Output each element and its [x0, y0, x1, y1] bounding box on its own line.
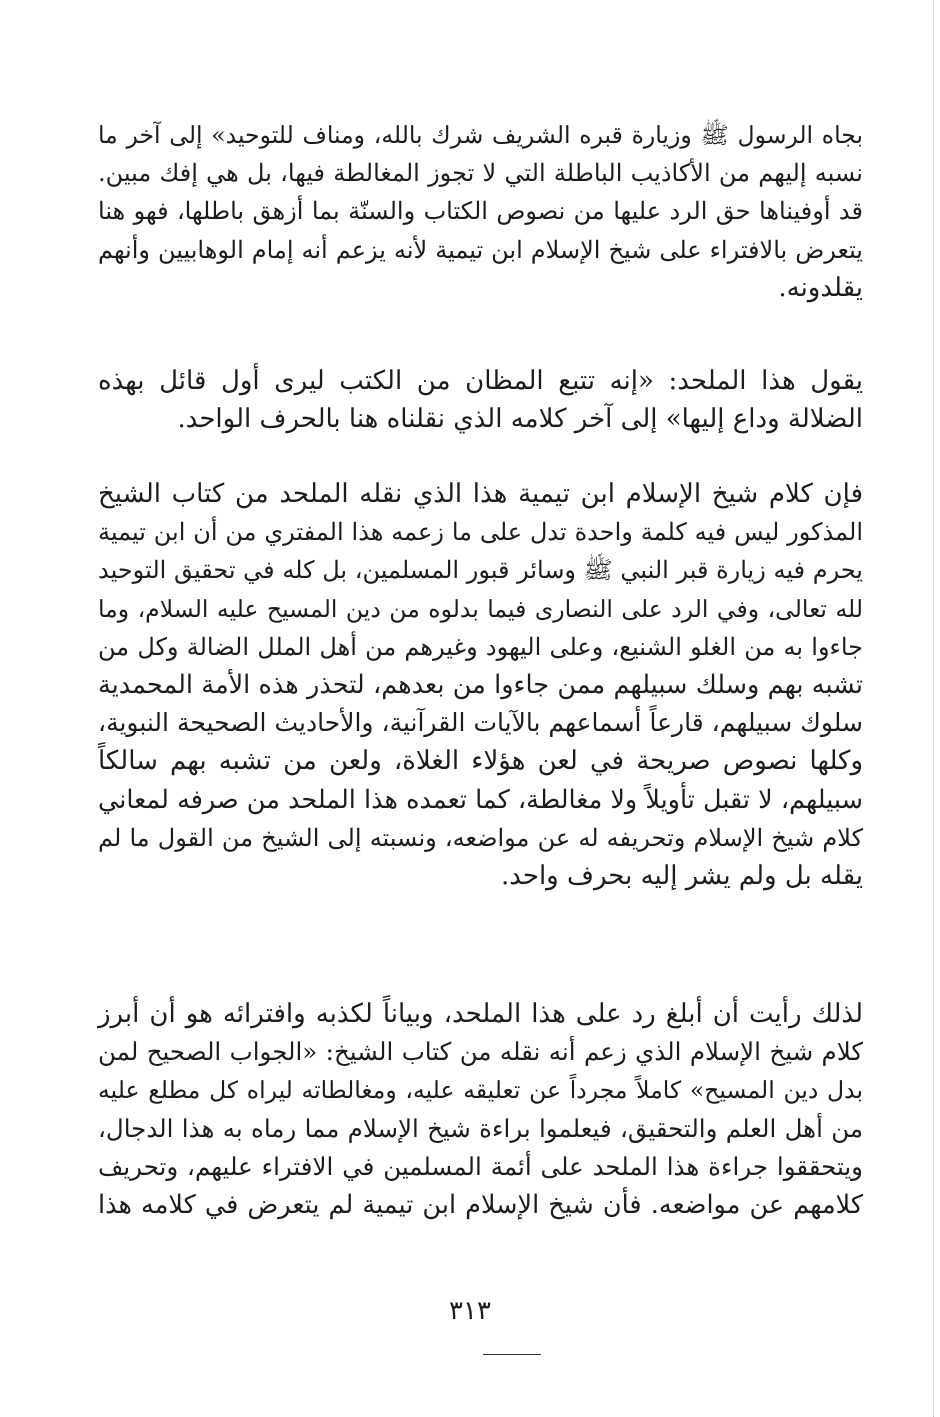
paragraph-2 [98, 362, 863, 438]
paragraph-3-line-11: يقله بل ولم يشر إليه بحرف واحد. [500, 861, 863, 892]
paragraph-3-line-5: جاءوا به من الغلو الشنيع، وعلى اليهود وغيرهم من أهل الملل الضالة وكل من [98, 632, 863, 661]
footer-rule [483, 1354, 541, 1355]
paragraph-4-line-6: كلامهم عن مواضعه. فأن شيخ الإسلام ابن تيمية لم يتعرض في كلامه هذا [98, 1190, 863, 1221]
paragraph-3-line-2: المذكور ليس فيه كلمة واحدة تدل على ما زعمه هذا المفتري من أن ابن تيمية [98, 518, 863, 547]
paragraph-1 [98, 116, 863, 307]
paragraph-3-line-7: سلوك سبيلهم، قارعاً أسماعهم بالآيات القرآنية، والأحاديث الصحيحة النبوية، [98, 708, 863, 738]
paragraph-3-line-10: كلام شيخ الإسلام وتحريفه له عن مواضعه، ونسبته إلى الشيخ من القول ما لم [98, 823, 863, 852]
paragraph-4-line-5: ويتحققوا جراءة هذا الملحد على أئمة المسلمين في الافتراء عليهم، وتحريف [98, 1151, 863, 1181]
paragraph-1-line-3: قد أوفيناها حق الرد عليها من نصوص الكتاب والسنّة بما أزهق باطلها، فهو هنا [98, 197, 863, 226]
paragraph-1-line-1: بجاه الرسول ﷺ وزيارة قبره الشريف شرك بالله، ومناف للتوحيد» إلى آخر ما [98, 121, 863, 149]
paragraph-2-line-2: الضلالة وداع إليها» إلى آخر كلامه الذي نقلناه هنا بالحرف الواحد. [177, 404, 863, 435]
paragraph-4-line-3: بدل دين المسيح» كاملاً مجرداً عن تعليقه عليه، ومغالطاته ليراه كل مطلع عليه [98, 1076, 863, 1105]
paragraph-1-line-4: يتعرض بالافتراء على شيخ الإسلام ابن تيمية لأنه يزعم أنه إمام الوهابيين وأنهم [98, 235, 863, 264]
paragraph-3-line-4: لله تعالى، وفي الرد على النصارى فيما بدلوه من دين المسيح عليه السلام، وما [98, 594, 863, 623]
paragraph-2-line-1: يقول هذا الملحد: «إنه تتبع المظان من الكتب ليرى أول قائل بهذه [98, 366, 863, 396]
paragraph-3-line-9: سبيلهم، لا تقبل تأويلاً ولا مغالطة، كما تعمده هذا الملحد من صرفه لمعاني [98, 784, 863, 815]
paragraph-3 [98, 475, 863, 895]
paragraph-1-line-5: يقلدونه. [778, 272, 863, 303]
paragraph-3-line-8: وكلها نصوص صريحة في لعن هؤلاء الغلاة، ولعن من تشبه بهم سالكاً [98, 746, 863, 777]
paragraph-4-line-4: من أهل العلم والتحقيق، فيعلموا براءة شيخ الإسلام مما رماه به هذا الدجال، [98, 1113, 863, 1143]
page-number: ٣١٣ [449, 1296, 491, 1326]
paragraph-4-line-1: لذلك رأيت أن أبلغ رد على هذا الملحد، وبياناً لكذبه وافترائه هو أن أبرز [98, 999, 863, 1029]
paragraph-3-line-6: تشبه بهم وسلك سبيلهم ممن جاءوا من بعدهم، لتحذر هذه الأمة المحمدية [98, 670, 863, 701]
paragraph-3-line-3: يحرم فيه زيارة قبر النبي ﷺ وسائر قبور المسلمين، بل كله في تحقيق التوحيد [98, 556, 863, 585]
paragraph-1-line-2: نسبه إليهم من الأكاذيب الباطلة التي لا تجوز المغالطة فيها، بل هي إفك مبين. [98, 159, 863, 188]
page-edge-dotted-line [933, 0, 934, 1417]
paragraph-4 [98, 995, 863, 1224]
paragraph-3-line-1: فإن كلام شيخ الإسلام ابن تيمية هذا الذي نقله الملحد من كتاب الشيخ [98, 479, 863, 509]
paragraph-4-line-2: كلام شيخ الإسلام الذي زعم أنه نقله من كتاب الشيخ: «الجواب الصحيح لمن [98, 1037, 863, 1067]
